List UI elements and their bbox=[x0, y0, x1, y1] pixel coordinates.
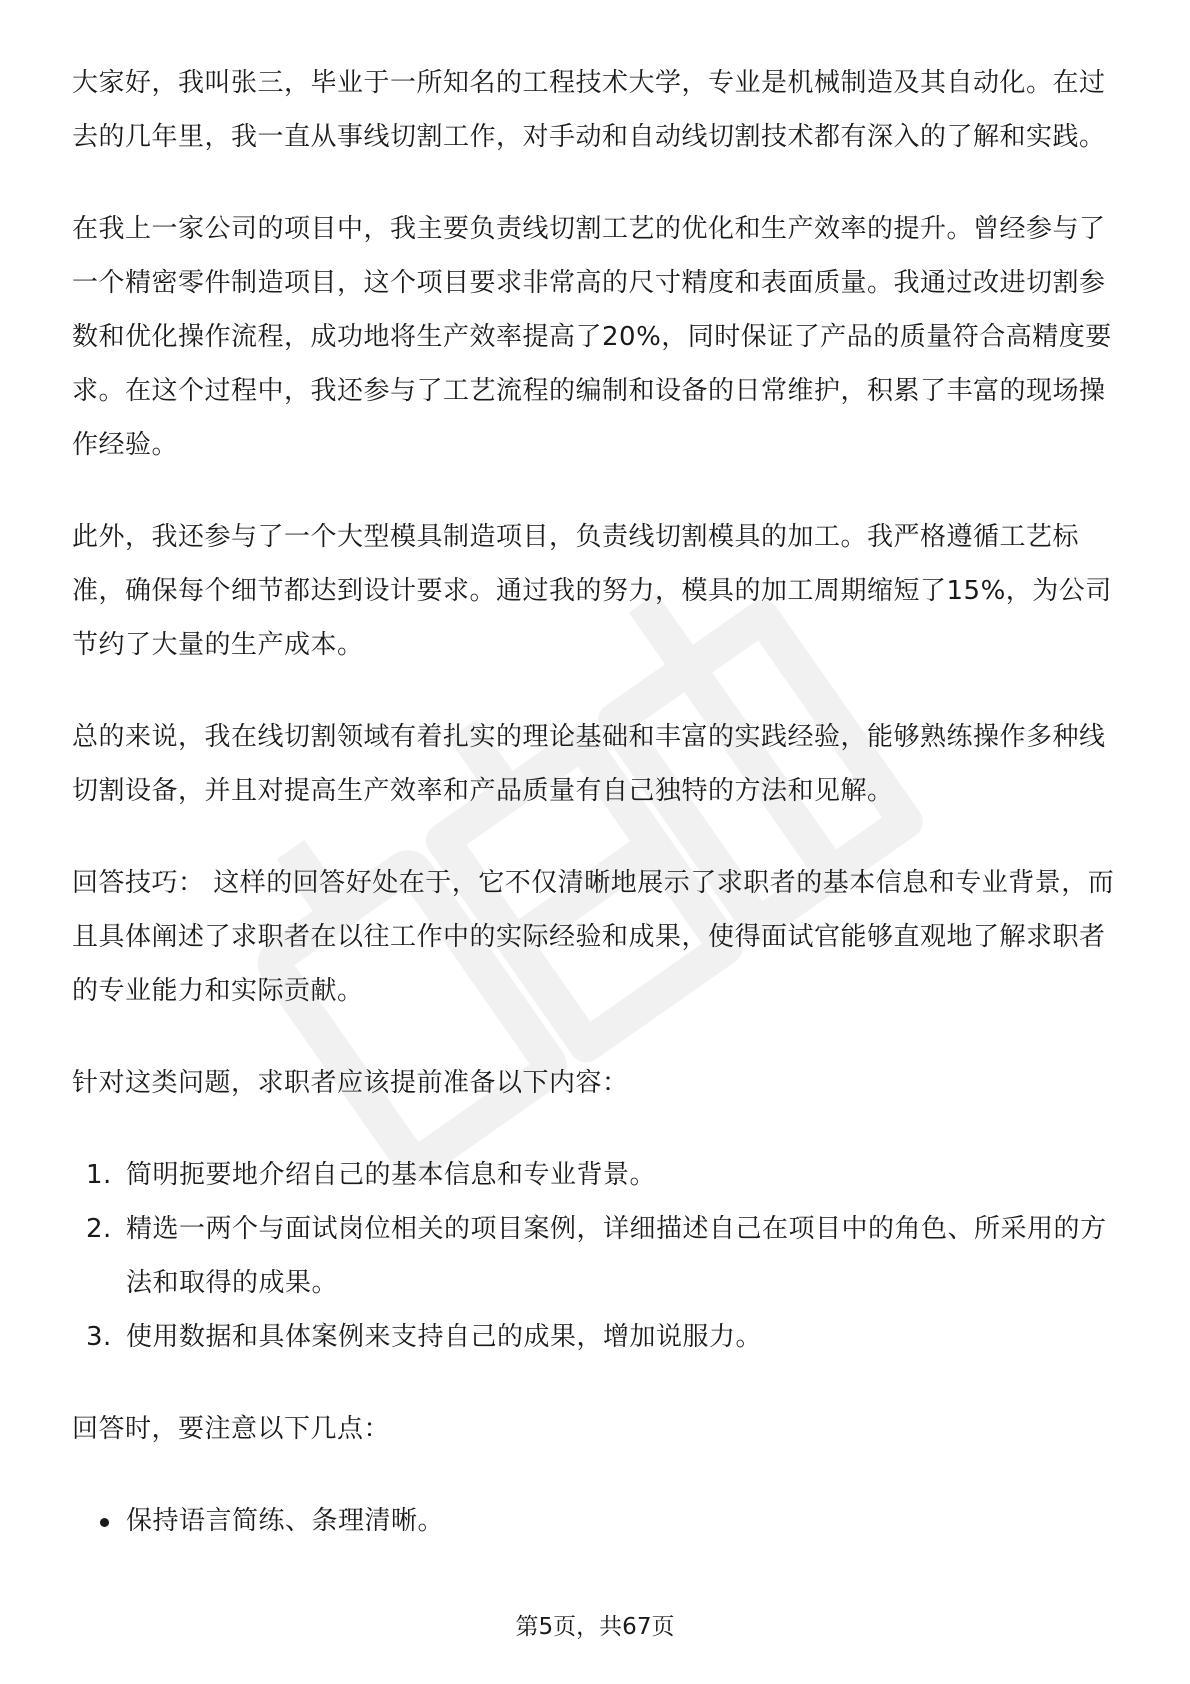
document-body bbox=[72, 56, 1118, 1548]
list-item bbox=[72, 1148, 1118, 1202]
paragraph-intro: 大家好，我叫张三，毕业于一所知名的工程技术大学，专业是机械制造及其自动化。在过去的几年里，我一直从事线切割工作，对手动和自动线切割技术都有深入的了解和实践。 bbox=[72, 68, 1106, 152]
list-item bbox=[72, 1202, 1118, 1310]
bullet-icon bbox=[100, 1518, 109, 1527]
list-item-text: 保持语言简练、条理清晰。 bbox=[126, 1506, 445, 1536]
list-item bbox=[72, 1494, 1118, 1548]
list-number: 2. bbox=[86, 1214, 112, 1244]
paragraph-answer-tips: 回答技巧： 这样的回答好处在于，它不仅清晰地展示了求职者的基本信息和专业背景，而且具体阐述了求职者在以往工作中的实际经验和成果，使得面试官能够直观地了解求职者的专业能力和实际贡献。 bbox=[72, 868, 1115, 1006]
list-item-text: 简明扼要地介绍自己的基本信息和专业背景。 bbox=[126, 1160, 657, 1190]
paragraph-summary: 总的来说，我在线切割领域有着扎实的理论基础和丰富的实践经验，能够熟练操作多种线切割设备，并且对提高生产效率和产品质量有自己独特的方法和见解。 bbox=[72, 722, 1106, 806]
list-item-text: 精选一两个与面试岗位相关的项目案例，详细描述自己在项目中的角色、所采用的方法和取得的成果。 bbox=[126, 1214, 1107, 1298]
notes-list bbox=[72, 1494, 1118, 1548]
preparation-list bbox=[72, 1148, 1118, 1364]
paragraph-project-2: 此外，我还参与了一个大型模具制造项目，负责线切割模具的加工。我严格遵循工艺标准，确保每个细节都达到设计要求。通过我的努力，模具的加工周期缩短了15%，为公司节约了大量的生产成本。 bbox=[72, 522, 1112, 660]
list-number: 3. bbox=[86, 1322, 112, 1352]
paragraph-notes-intro: 回答时，要注意以下几点： bbox=[72, 1414, 391, 1444]
list-item bbox=[72, 1310, 1118, 1364]
paragraph-project-1: 在我上一家公司的项目中，我主要负责线切割工艺的优化和生产效率的提升。曾经参与了一个精密零件制造项目，这个项目要求非常高的尺寸精度和表面质量。我通过改进切割参数和优化操作流程，成功地将生产效率提高了20%，同时保证了产品的质量符合高精度要求。在这个过程中，我还参与了工艺流程的编制和设备的日常维护，积累了丰富的现场操作经验。 bbox=[72, 214, 1112, 460]
page-footer: 第5页，共67页 bbox=[515, 1614, 675, 1640]
list-number: 1. bbox=[86, 1160, 112, 1190]
list-item-text: 使用数据和具体案例来支持自己的成果，增加说服力。 bbox=[126, 1322, 763, 1352]
paragraph-prepare-intro: 针对这类问题，求职者应该提前准备以下内容： bbox=[72, 1068, 629, 1098]
